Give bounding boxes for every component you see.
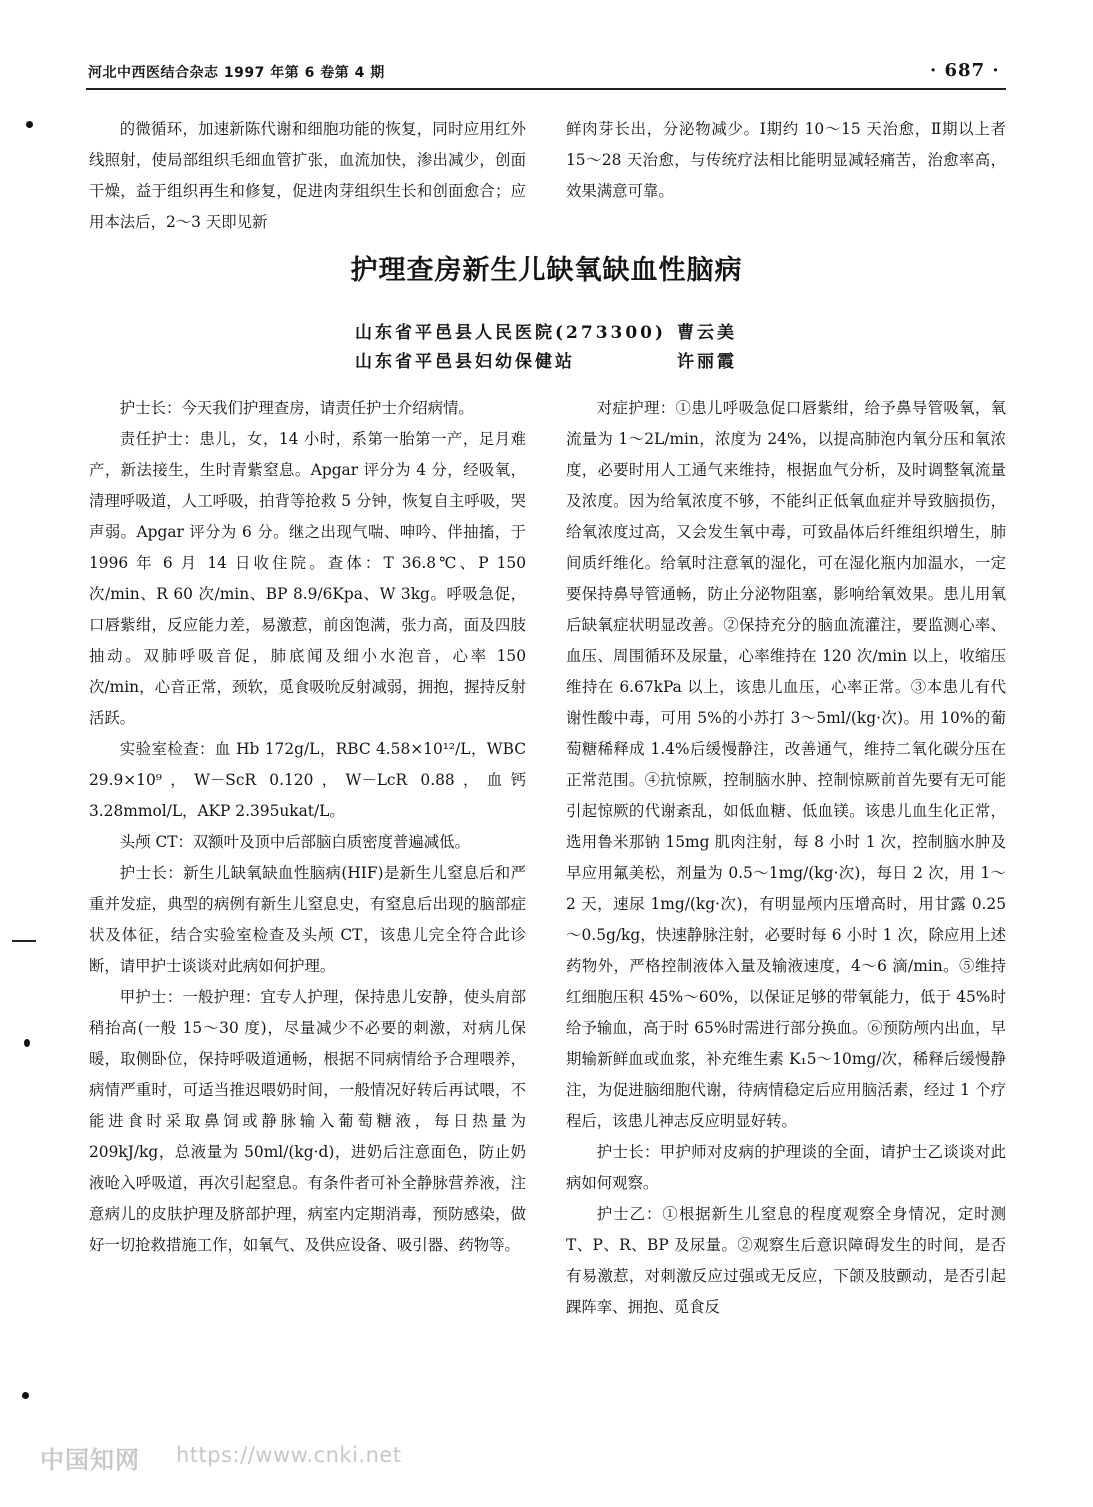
body-column-left xyxy=(89,393,526,1261)
paragraph: 的微循环，加速新陈代谢和细胞功能的恢复，同时应用红外线照射，使局部组织毛细血管扩张，血流加快，渗出减少，创面干燥，益于组织再生和修复，促进肉芽组织生长和创面愈合；应用本法后，2～3 天即见新 xyxy=(89,120,526,231)
affiliation: 山东省平邑县人民医院(273300) xyxy=(355,323,667,343)
cnki-url: https://www.cnki.net xyxy=(176,1443,402,1467)
paragraph: 护士乙：①根据新生儿窒息的程度观察全身情况，定时测 T、P、R、BP 及尿量。②观察生后意识障碍发生的时间，是否有易激惹，对刺激反应过强或无反应，下颌及肢颤动，是否引起踝阵挛、拥抱、觅食反 xyxy=(566,1205,1006,1316)
paragraph: 护士长：今天我们护理查房，请责任护士介绍病情。 xyxy=(119,399,474,417)
affiliation: 山东省平邑县妇幼保健站 xyxy=(355,352,575,372)
paragraph: 对症护理：①患儿呼吸急促口唇紫绀，给予鼻导管吸氧，氧流量为 1～2L/min，浓度为 24%，以提高肺泡内氧分压和氧浓度，必要时用人工通气来维持，根据血气分析，及时调整氧流量及浓度。因为给氧浓度不够，不能纠正低氧血症并导致脑损伤，给氧浓度过高，又会发生氧中毒，可致晶体后纤维组织增生，肺间质纤维化。给氧时注意氧的湿化，可在湿化瓶内加温水，一定要保持鼻导管通畅，防止分泌物阻塞，影响给氧效果。患儿用氧后缺氧症状明显改善。②保持充分的脑血流灌注，要监测心率、血压、周围循环及尿量，心率维持在 120 次/min 以上，收缩压维持在 6.67kPa 以上，该患儿血压，心率正常。③本患儿有代谢性酸中毒，可用 5%的小苏打 3～5ml/(kg·次)。用 10%的葡萄糖稀释成 1.4%后缓慢静注，改善通气，维持二氧化碳分压在正常范围。④抗惊厥，控制脑水肿、控制惊厥前首先要有无可能引起惊厥的代谢紊乱，如低血糖、低血镁。该患儿血生化正常，选用鲁米那钠 15mg 肌肉注射，每 8 小时 1 次，控制脑水肿及早应用氟美松，剂量为 0.5～1mg/(kg·次)，每日 2 次，用 1～2 天，速尿 1mg/(kg·次)，有明显颅内压增高时，用甘露 0.25～0.5g/kg，快速静脉注射，必要时每 6 小时 1 次，除应用上述药物外，严格控制液体入量及输液速度，4～6 滴/min。⑤维持红细胞压积 45%～60%，以保证足够的带氧能力，低于 45%时给予输血，高于时 65%时需进行部分换血。⑥预防颅内出血，早期输新鲜血或血浆，补充维生素 K₁5～10mg/次，稀释后缓慢静注，为促进脑细胞代谢，待病情稳定后应用脑活素，经过 1 个疗程后，该患儿神志反应明显好转。 xyxy=(566,399,1006,1130)
author-name: 许丽霞 xyxy=(677,352,737,372)
scan-mark xyxy=(12,940,36,942)
paragraph: 责任护士：患儿，女，14 小时，系第一胎第一产，足月难产，新法接生，生时青紫窒息。Apgar 评分为 4 分，经吸氧，清理呼吸道，人工呼吸，拍背等抢救 5 分钟，恢复自主呼吸，哭声弱。Apgar 评分为 6 分。继之出现气喘、呻吟、伴抽搐，于 1996 年 6 月 14 日收住院。查体：T 36.8℃、P 150 次/min、R 60 次/min、BP 8.9/6Kpa、W 3kg。呼吸急促，口唇紫绀，反应能力差，易激惹，前囟饱满，张力高，面及四肢抽动。双肺呼吸音促，肺底闻及细小水泡音，心率 150 次/min，心音正常，颈软，觅食吸吮反射减弱，拥抱，握持反射活跃。 xyxy=(89,430,526,727)
header-rule xyxy=(86,88,1006,90)
paragraph: 实验室检查：血 Hb 172g/L，RBC 4.58×10¹²/L，WBC 29.9×10⁹，W－ScR 0.120，W－LcR 0.88，血钙 3.28mmol/L，AKP 2.395ukat/L。 xyxy=(89,740,526,820)
paragraph: 甲护士：一般护理：宜专人护理，保持患儿安静，使头肩部稍抬高(一般 15～30 度)，尽量减少不必要的刺激，对病儿保暖，取侧卧位，保持呼吸道通畅，根据不同病情给予合理喂养，病情严重时，可适当推迟喂奶时间，一般情况好转后再试喂，不能进食时采取鼻饲或静脉输入葡萄糖液，每日热量为 209kJ/kg，总液量为 50ml/(kg·d)，进奶后注意面色，防止奶液呛入呼吸道，再次引起窒息。有条件者可补全静脉营养液，注意病儿的皮肤护理及脐部护理，病室内定期消毒，预防感染，做好一切抢救措施工作，如氧气、及供应设备、吸引器、药物等。 xyxy=(89,988,526,1254)
article-title: 护理查房新生儿缺氧缺血性脑病 xyxy=(350,255,743,286)
page-number: · 687 · xyxy=(930,60,1000,81)
paragraph: 头颅 CT：双额叶及顶中后部脑白质密度普遍减低。 xyxy=(119,833,470,851)
continued-text-left xyxy=(89,114,526,238)
journal-header: 河北中西医结合杂志 1997 年第 6 卷第 4 期 xyxy=(88,65,385,81)
scan-mark xyxy=(24,1039,30,1047)
paragraph: 护士长：甲护师对皮病的护理谈的全面，请护士乙谈谈对此病如何观察。 xyxy=(566,1143,1006,1192)
continued-text-right xyxy=(566,114,1006,207)
author-name: 曹云美 xyxy=(677,323,737,343)
paragraph: 护士长：新生儿缺氧缺血性脑病(HIF)是新生儿窒息后和严重并发症，典型的病例有新生儿窒息史，有窒息后出现的脑部症状及体征，结合实验室检查及头颅 CT，该患儿完全符合此诊断，请甲护士谈谈对此病如何护理。 xyxy=(89,864,526,975)
scan-mark xyxy=(26,121,33,128)
scan-mark xyxy=(22,1392,29,1399)
body-column-right xyxy=(566,393,1006,1323)
cnki-logo: 中国知网 xyxy=(40,1446,140,1474)
paragraph: 鲜肉芽长出，分泌物减少。Ⅰ期约 10～15 天治愈，Ⅱ期以上者 15～28 天治愈，与传统疗法相比能明显减轻痛苦，治愈率高，效果满意可靠。 xyxy=(566,120,1006,200)
